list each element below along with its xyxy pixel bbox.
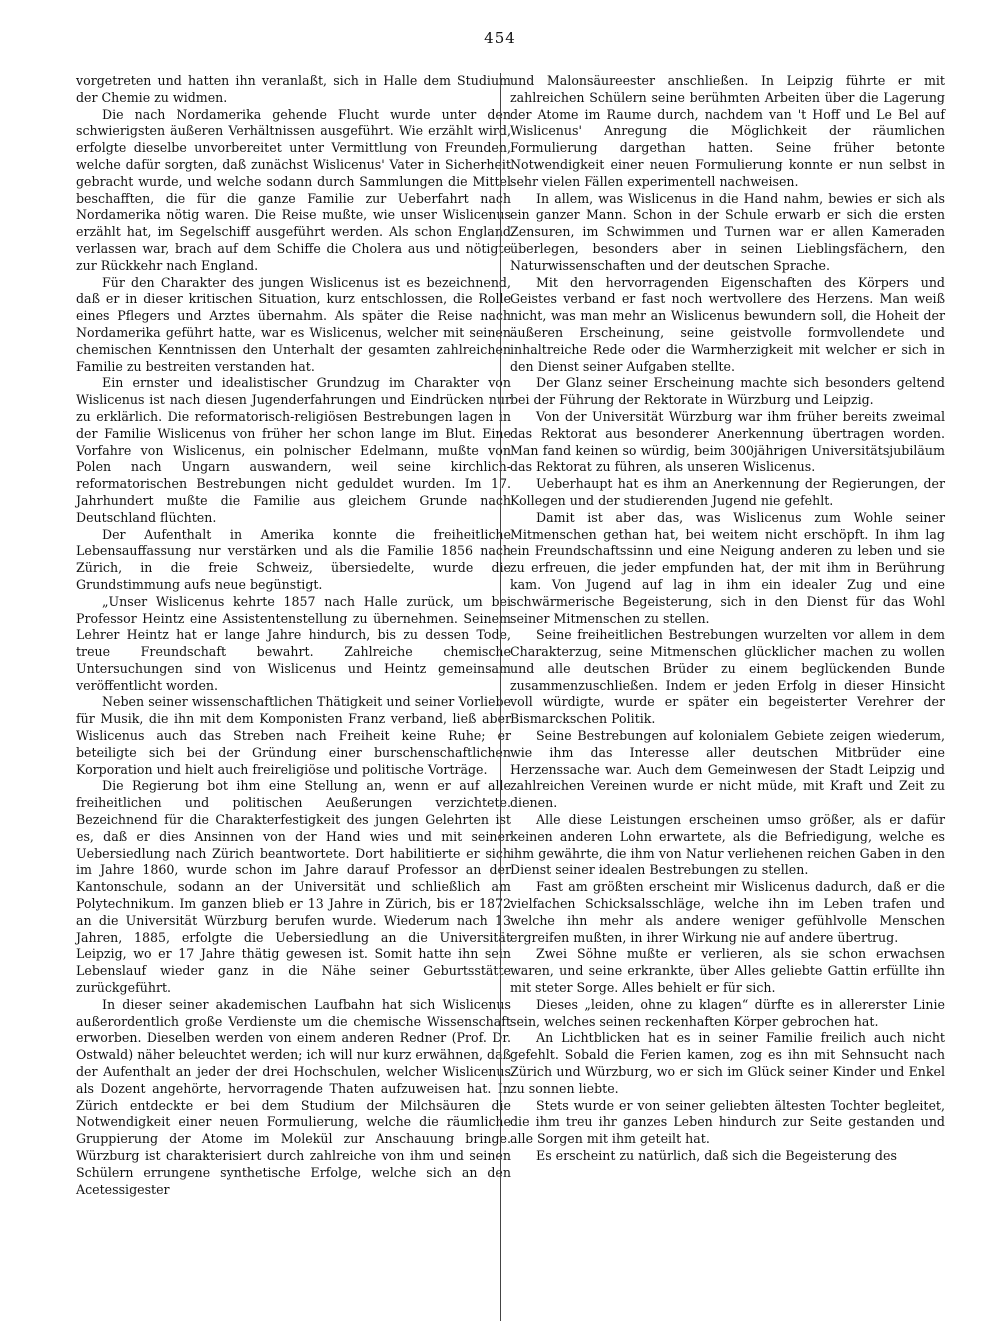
paragraph: Fast am größten erscheint mir Wislicenus dadurch, daß er die vielfachen Schicksalsschläge, welche ihn im Leben trafen und welche ihn mehr als andere weniger gefühlvolle Menschen ergreifen mußten, in ihrer Wirkung nie auf andere übertrug.: [510, 879, 945, 945]
right-column: [510, 73, 945, 1165]
paragraph: Der Aufenthalt in Amerika konnte die freiheitliche Lebensauffassung nur verstärken und als die Familie 1856 nach Zürich, in die freie Schweiz, übersiedelte, wurde die Grundstimmung aufs neue begünstigt.: [76, 526, 511, 592]
paragraph: Damit ist aber das, was Wislicenus zum Wohle seiner Mitmenschen gethan hat, bei weitem nicht erschöpft. In ihm lag ein Freundschaftssinn und eine Neigung anderen zu leben und sie zu erfreuen, die jeder empfunden hat, der mit ihm in Berührung kam. Von Jugend auf lag in ihm ein idealer Zug und eine schwärmerische Begeisterung, sich in den Dienst für das Wohl seiner Mitmenschen zu stellen.: [510, 509, 945, 626]
paragraph: An Lichtblicken hat es in seiner Familie freilich auch nicht gefehlt. Sobald die Ferien kamen, zog es ihn mit Sehnsucht nach Zürich und Würzburg, wo er sich im Glück seiner Kinder und Enkel zu sonnen liebte.: [510, 1030, 945, 1096]
left-column: [76, 73, 511, 1198]
page-number: 454: [484, 29, 516, 47]
paragraph: Neben seiner wissenschaftlichen Thätigkeit und seiner Vorliebe für Musik, die ihn mit dem Komponisten Franz verband, ließ aber Wislicenus auch das Streben nach Freiheit keine Ruhe; er beteiligte sich bei der Gründung einer burschenschaftlichen Korporation und hielt auch freireligiöse und politische Vorträge.: [76, 694, 511, 777]
paragraph: und Malonsäureester anschließen. In Leipzig führte er mit zahlreichen Schülern seine berühmten Arbeiten über die Lagerung der Atome im Raume durch, nachdem van 't Hoff und Le Bel auf Wislicenus' Anregung die Möglichkeit der räumlichen Formulierung dargethan hatten. Seine früher betonte Notwendigkeit einer neuen Formulierung konnte er nun selbst in sehr vielen Fällen experimentell nachweisen.: [510, 73, 945, 189]
paragraph: Ein ernster und idealistischer Grundzug im Charakter von Wislicenus ist nach diesen Jugenderfahrungen und Eindrücken nur zu erklärlich. Die reformatorisch-religiösen Bestrebungen lagen in der Familie Wislicenus von früher her schon lange im Blut. Eine Vorfahre von Wislicenus, ein polnischer Edelmann, mußte von Polen nach Ungarn auswandern, weil seine kirchlich-reformatorischen Bestrebungen nicht geduldet wurden. Im 17. Jahrhundert mußte die Familie aus gleichem Grunde nach Deutschland flüchten.: [76, 375, 511, 525]
paragraph: Dieses „leiden, ohne zu klagen“ dürfte es in allererster Linie sein, welches seinen reckenhaften Körper gebrochen hat.: [510, 996, 945, 1029]
paragraph: Für den Charakter des jungen Wislicenus ist es bezeichnend, daß er in dieser kritischen Situation, kurz entschlossen, die Rolle eines Pflegers und Arztes übernahm. Als später die Reise nach Nordamerika geführt hatte, war es Wislicenus, welcher mit seinen chemischen Kenntnissen den Unterhalt der gesamten zahlreichen Familie zu bestreiten verstanden hat.: [76, 274, 511, 374]
paragraph: Die nach Nordamerika gehende Flucht wurde unter den schwierigsten äußeren Verhältnissen ausgeführt. Wie erzählt wird, erfolgte dieselbe unvorbereitet unter Vermittlung von Freunden, welche dafür sorgten, daß zunächst Wislicenus' Vater in Sicherheit gebracht wurde, und welche sodann durch Sammlungen die Mittel beschafften, die für die ganze Familie zur Ueberfahrt nach Nordamerika nötig waren. Die Reise mußte, wie unser Wislicenus erzählt hat, im Segelschiff ausgeführt werden. Als schon England verlassen war, brach auf dem Schiffe die Cholera aus und nötigte zur Rückkehr nach England.: [76, 106, 511, 273]
paragraph: Es erscheint zu natürlich, daß sich die Begeisterung des: [536, 1148, 897, 1163]
paragraph: Zwei Söhne mußte er verlieren, als sie schon erwachsen waren, und seine erkrankte, über Alles geliebte Gattin erfüllte ihn mit steter Sorge. Alles behielt er für sich.: [510, 946, 945, 996]
paragraph: In allem, was Wislicenus in die Hand nahm, bewies er sich als ein ganzer Mann. Schon in der Schule erwarb er sich die ersten Zensuren, im Schwimmen und Turnen war er allen Kameraden überlegen, besonders aber in seinen Lieblingsfächern, den Naturwissenschaften und der deutschen Sprache.: [510, 190, 945, 273]
paragraph: Stets wurde er von seiner geliebten ältesten Tochter begleitet, die ihm treu ihr ganzes Leben hindurch zur Seite gestanden und alle Sorgen mit ihm geteilt hat.: [510, 1097, 945, 1147]
paragraph: Der Glanz seiner Erscheinung machte sich besonders geltend bei der Führung der Rektorate in Würzburg und Leipzig.: [510, 375, 945, 408]
paragraph: Ueberhaupt hat es ihm an Anerkennung der Regierungen, der Kollegen und der studierenden Jugend nie gefehlt.: [510, 476, 945, 508]
paragraph: Die Regierung bot ihm eine Stellung an, wenn er auf alle freiheitlichen und politischen Aeußerungen verzichtete. Bezeichnend für die Charakterfestigkeit des jungen Gelehrten ist es, daß er dies Ansinnen von der Hand wies und mit seiner Uebersiedlung nach Zürich beantwortete. Dort habilitierte er sich im Jahre 1860, wurde schon im Jahre darauf Professor an der Kantonschule, sodann an der Universität und schließlich am Polytechnikum. Im ganzen blieb er 13 Jahre in Zürich, bis er 1872 an die Universität Würzburg berufen wurde. Wiederum nach 13 Jahren, 1885, erfolgte die Uebersiedlung an die Universität Leipzig, wo er 17 Jahre thätig gewesen ist. Somit hatte ihn sein Lebenslauf wieder ganz in die Nähe seiner Geburtsstätte zurückgeführt.: [76, 778, 511, 996]
paragraph: Seine Bestrebungen auf kolonialem Gebiete zeigen wiederum, wie ihm das Interesse aller deutschen Mitbrüder eine Herzenssache war. Auch dem Gemeinwesen der Stadt Leipzig und zahlreichen Vereinen wurde er nicht müde, mit Kraft und Zeit zu dienen.: [510, 728, 945, 811]
paragraph: Mit den hervorragenden Eigenschaften des Körpers und Geistes verband er fast noch wertvollere des Herzens. Man weiß nicht, was man mehr an Wislicenus bewundern soll, die Hoheit der äußeren Erscheinung, seine geistvolle formvollendete und inhaltreiche Rede oder die Warmherzigkeit mit welcher er sich in den Dienst seiner Aufgaben stellte.: [510, 274, 945, 374]
paragraph: In dieser seiner akademischen Laufbahn hat sich Wislicenus außerordentlich große Verdienste um die chemische Wissenschaft erworben. Dieselben werden von einem anderen Redner (Prof. Dr. Ostwald) näher beleuchtet werden; ich will nur kurz erwähnen, daß der Aufenthalt an jeder der drei Hochschulen, welcher Wislicenus als Dozent angehörte, hervorragende Thaten aufzuweisen hat. In Zürich entdeckte er bei dem Studium der Milchsäuren die Notwendigkeit einer neuen Formulierung, welche die räumliche Gruppierung der Atome im Molekül zur Anschauung bringe. Würzburg ist charakterisiert durch zahlreiche von ihm und seinen Schülern errungene synthetische Erfolge, welche sich an den Acetessigester: [76, 996, 511, 1197]
paragraph: Seine freiheitlichen Bestrebungen wurzelten vor allem in dem Charakterzug, seine Mitmenschen glücklicher machen zu wollen und alle deutschen Brüder zu einem beglückenden Bunde zusammenzuschließen. Indem er jeden Erfolg in dieser Hinsicht voll würdigte, wurde er später ein begeisterter Verehrer der Bismarckschen Politik.: [510, 627, 945, 727]
paragraph: Alle diese Leistungen erscheinen umso größer, als er dafür keinen anderen Lohn erwartete, als die Befriedigung, welche es ihm gewährte, die ihm von Natur verliehenen reichen Gaben in den Dienst seiner idealen Bestrebungen zu stellen.: [510, 812, 945, 878]
paragraph: vorgetreten und hatten ihn veranlaßt, sich in Halle dem Studium der Chemie zu widmen.: [76, 73, 511, 105]
paragraph: „Unser Wislicenus kehrte 1857 nach Halle zurück, um bei Professor Heintz eine Assistentenstellung zu übernehmen. Seinem Lehrer Heintz hat er lange Jahre hindurch, bis zu dessen Tode, treue Freundschaft bewahrt. Zahlreiche chemische Untersuchungen sind von Wislicenus und Heintz gemeinsam veröffentlicht worden.: [76, 593, 511, 693]
paragraph: Von der Universität Würzburg war ihm früher bereits zweimal das Rektorat aus besonderer Anerkennung übertragen worden. Man fand keinen so würdig, beim 300jährigen Universitätsjubiläum das Rektorat zu führen, als unseren Wislicenus.: [510, 408, 945, 475]
column-divider: [500, 73, 501, 1321]
